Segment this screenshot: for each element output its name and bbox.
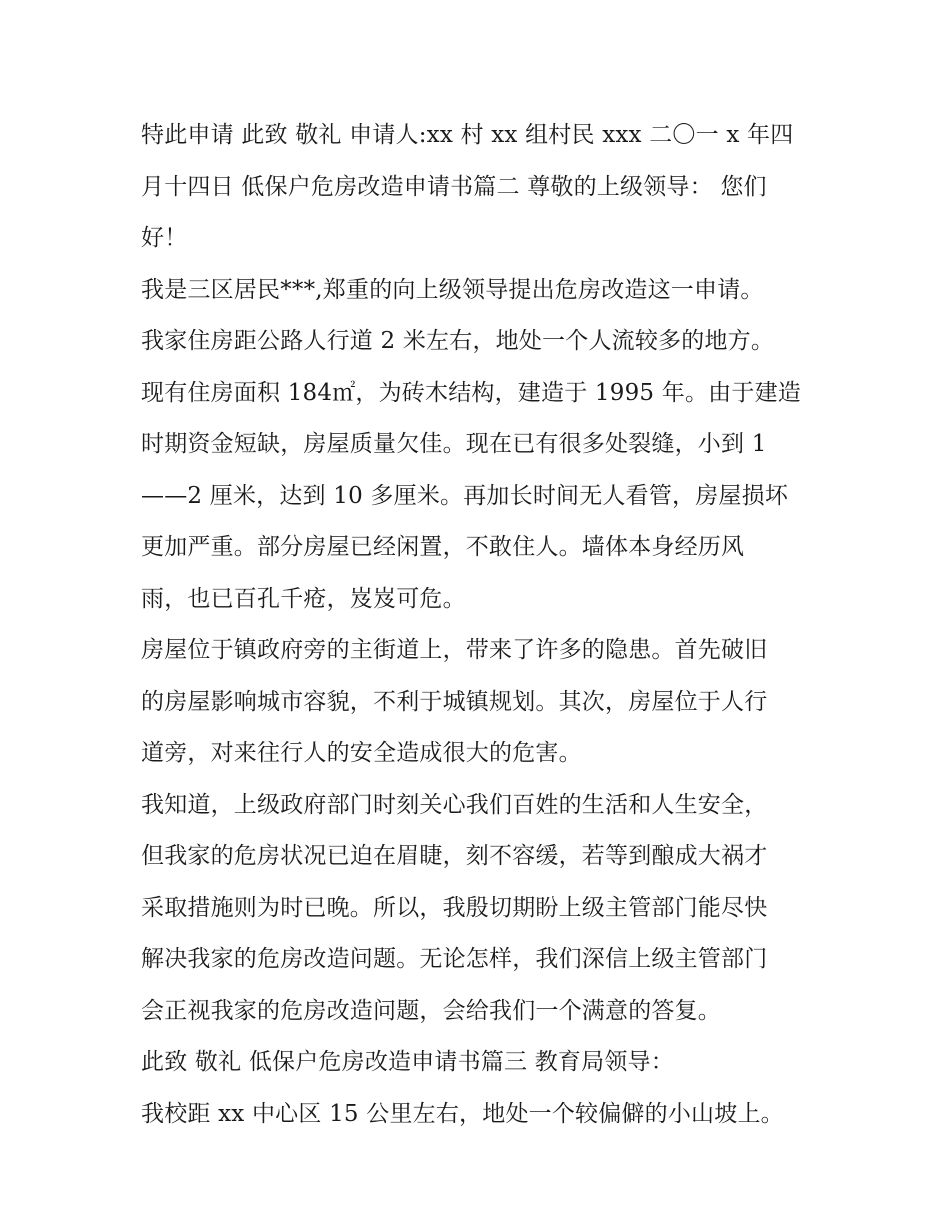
text-line: 但我家的危房状况已迫在眉睫，刻不容缓，若等到酿成大祸才 [141,843,768,869]
text-line: 我家住房距公路人行道 2 米左右，地处一个人流较多的地方。 [141,328,775,354]
text-line: ——2 厘米，达到 10 多厘米。再加长时间无人看管，房屋损坏 [141,482,789,509]
text-line: 此致 敬礼 低保户危房改造申请书篇三 教育局领导： [141,1049,674,1075]
text-line: 好！ [141,225,188,251]
text-line: 我是三区居民***,郑重的向上级领导提出危房改造这一申请。 [141,276,764,303]
text-line: 雨，也已百孔千疮，岌岌可危。 [141,585,466,612]
text-line: 现有住房面积 184㎡，为砖木结构，建造于 1995 年。由于建造 [141,379,801,406]
text-line: 解决我家的危房改造问题。无论怎样，我们深信上级主管部门 [141,946,768,972]
text-line: 采取措施则为时已晚。所以，我殷切期盼上级主管部门能尽快 [141,894,768,921]
text-line: 月十四日 低保户危房改造申请书篇二 尊敬的上级领导： 您们 [141,173,767,200]
text-line: 我校距 xx 中心区 15 公里左右，地处一个较偏僻的小山坡上。 [141,1100,784,1127]
text-line: 我知道，上级政府部门时刻关心我们百姓的生活和人生安全， [141,791,768,818]
text-line: 特此申请 此致 敬礼 申请人:xx 村 xx 组村民 xxx 二〇一 x 年四 [141,122,794,148]
document-body [141,110,821,1140]
text-line: 会正视我家的危房改造问题，会给我们一个满意的答复。 [141,997,721,1024]
text-line: 道旁，对来往行人的安全造成很大的危害。 [141,740,582,766]
text-line: 更加严重。部分房屋已经闲置，不敢住人。墙体本身经历风 [141,534,745,560]
text-line: 时期资金短缺，房屋质量欠佳。现在已有很多处裂缝，小到 1 [141,431,767,457]
text-line: 的房屋影响城市容貌，不利于城镇规划。其次，房屋位于人行 [141,688,768,715]
text-line: 房屋位于镇政府旁的主街道上，带来了许多的隐患。首先破旧 [141,637,768,663]
